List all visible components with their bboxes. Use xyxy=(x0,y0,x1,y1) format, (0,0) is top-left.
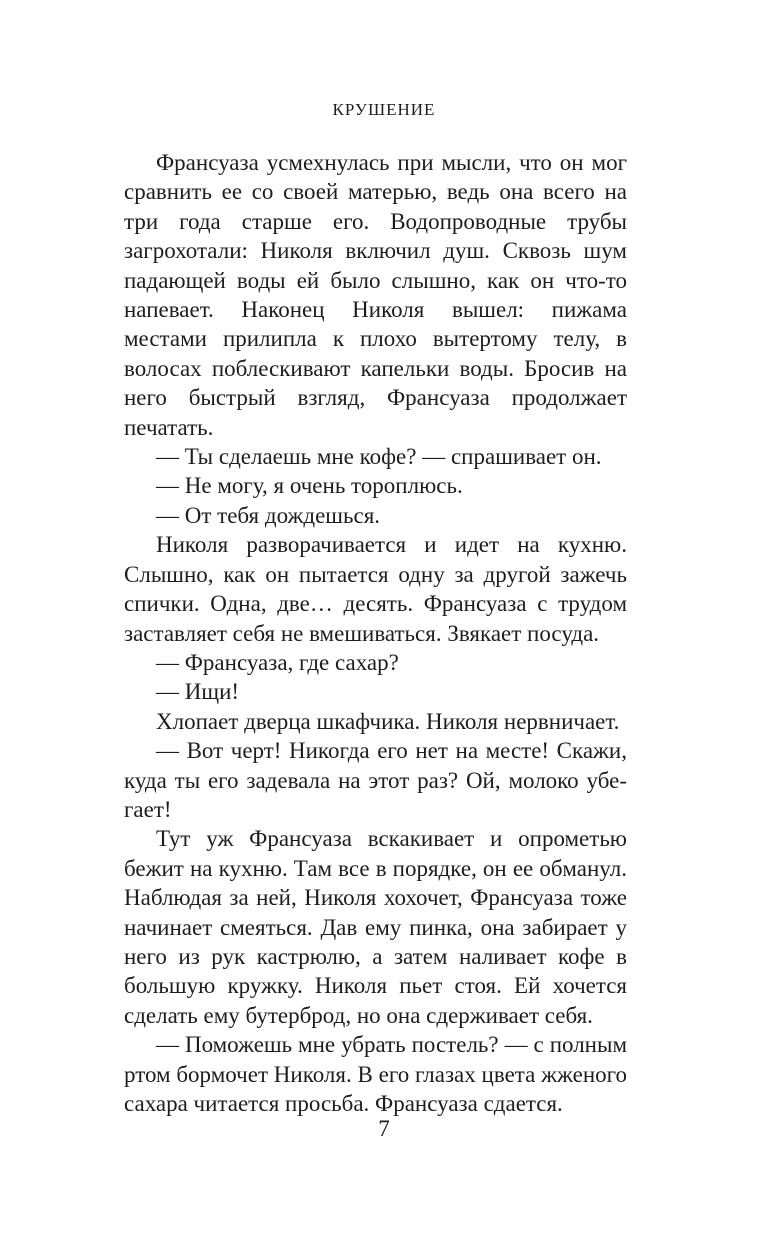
body-text xyxy=(124,148,627,1118)
paragraph: Хлопает дверца шкафчика. Николя нервничает. xyxy=(156,708,620,734)
paragraph: — Не могу, я очень тороплюсь. xyxy=(156,473,463,499)
paragraph: Николя разворачивается и идет на кухню. Слышно, как он пытается одну за другой зажечь спички. Одна, две… десять. Франсуаза с трудом заставляет себя не вмешиваться. Звякает посуда. xyxy=(124,532,627,646)
paragraph: — Поможешь мне убрать постель? — с полным ртом бормочет Николя. В его глазах цвета жженого сахара читается просьба. Франсуаза сдается. xyxy=(124,1032,627,1116)
paragraph: — Вот черт! Никогда его нет на месте! Скажи, куда ты его задевала на этот раз? Ой, молоко убегает! xyxy=(124,738,627,822)
paragraph: — От тебя дождешься. xyxy=(156,502,381,528)
page-number: 7 xyxy=(378,1116,390,1141)
paragraph: Франсуаза усмехнулась при мысли, что он мог сравнить ее со своей матерью, ведь она всего на три года старше его. Водопроводные трубы загрохотали: Николя включил душ. Сквозь шум падающей воды ей было слышно, как он что-то напевает. Наконец Николя вышел: пижама местами прилипла к плохо вытертому телу, в волосах поблескивают капельки воды. Бросив на него быстрый взгляд, Франсуаза продолжает печатать. xyxy=(124,150,627,440)
paragraph: — Франсуаза, где сахар? xyxy=(156,649,399,675)
running-head: КРУШЕНИЕ xyxy=(332,100,436,119)
paragraph: — Ты сделаешь мне кофе? — спрашивает он. xyxy=(156,444,602,470)
paragraph: Тут уж Франсуаза вскакивает и опрометью бежит на кухню. Там все в порядке, он ее обманул. Наблюдая за ней, Николя хохочет, Франсуаза тоже начинает смеяться. Дав ему пинка, она забирает у него из рук кастрюлю, а затем наливает кофе в большую кружку. Николя пьет стоя. Ей хочется сделать ему бутерброд, но она сдерживает себя. xyxy=(124,826,627,1028)
paragraph: — Ищи! xyxy=(156,679,240,705)
